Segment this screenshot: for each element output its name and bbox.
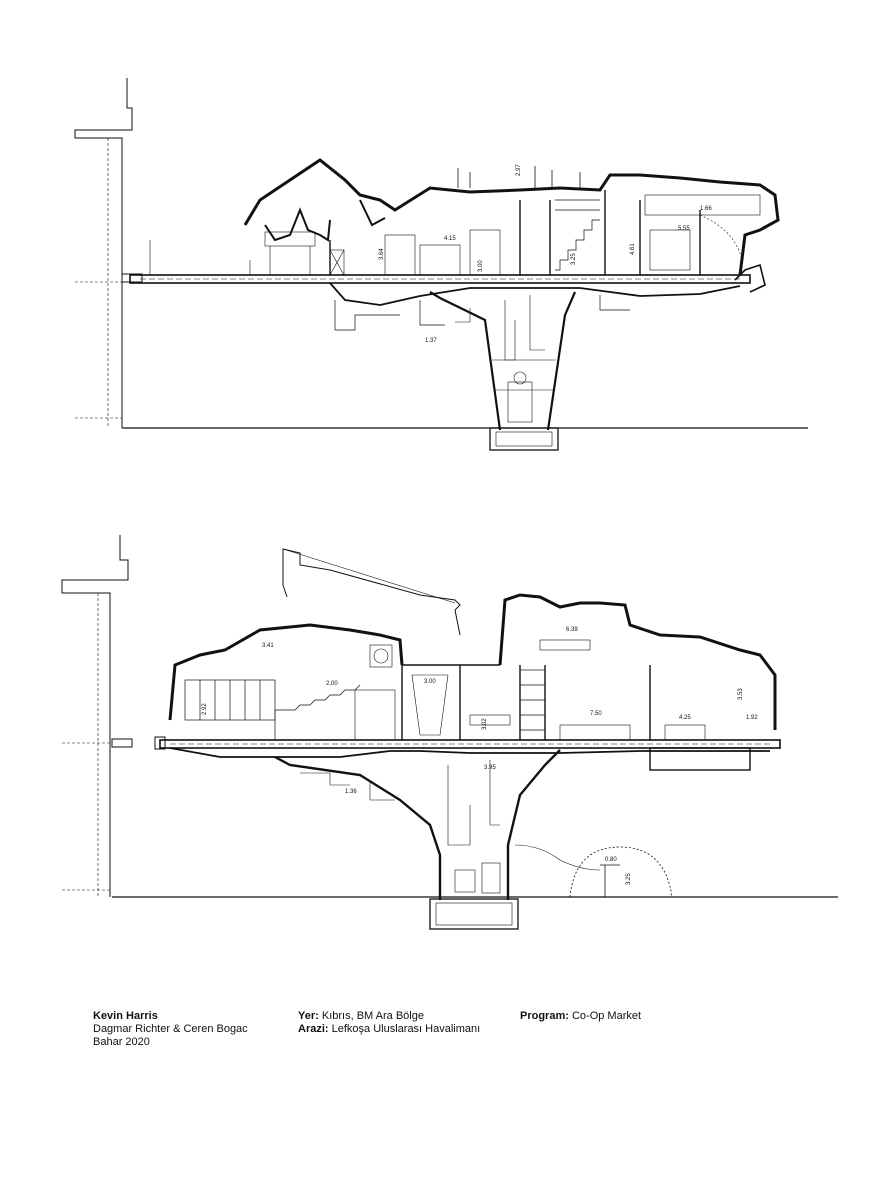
crane	[283, 549, 460, 635]
dim-label: 1.66	[700, 206, 712, 212]
instructors: Dagmar Richter & Ceren Bogac	[93, 1023, 248, 1035]
section-drawing-top	[0, 60, 869, 460]
dimension-labels-top	[379, 164, 712, 344]
program-value: Co-Op Market	[571, 1010, 642, 1022]
structural-stem	[275, 750, 560, 900]
dim-label: 3.95	[484, 765, 496, 771]
dim-label: 4.25	[679, 715, 691, 721]
dim-label: 4.61	[630, 243, 636, 255]
program-label: Program:	[520, 1010, 569, 1022]
dim-label: 5.55	[678, 226, 690, 232]
dim-label: 3.00	[424, 679, 436, 685]
site-label: Yer:	[298, 1010, 319, 1022]
dim-label: 0.80	[605, 857, 617, 863]
land-label: Arazi:	[298, 1023, 329, 1035]
dim-label: 4.15	[444, 236, 456, 242]
dim-label: 2.97	[516, 164, 522, 176]
foundation	[430, 899, 518, 929]
dim-label: 3.64	[379, 248, 385, 260]
dimension-labels-bottom	[202, 627, 758, 885]
dim-label: 1.92	[746, 715, 758, 721]
underbelly	[170, 748, 770, 757]
structural-stem	[430, 292, 575, 430]
dim-label: 3.00	[478, 260, 484, 272]
land-value: Lefkoşa Uluslarası Havalimanı	[331, 1023, 481, 1035]
garden-dome	[570, 847, 672, 897]
caption-program-block	[520, 1010, 641, 1023]
dim-label: 3.53	[738, 688, 744, 700]
dim-label: 1.36	[345, 789, 357, 795]
dim-label: 7.50	[590, 711, 602, 717]
dim-label: 3.25	[571, 253, 577, 265]
caption-site-block	[298, 1010, 480, 1036]
dim-label: 3.02	[482, 718, 488, 730]
underbelly	[330, 283, 740, 305]
dim-label: 2.92	[202, 703, 208, 715]
foundation	[490, 428, 558, 450]
adjacent-building-left	[75, 78, 132, 428]
dim-label: 3.25	[626, 873, 632, 885]
dim-label: 6.39	[566, 627, 578, 633]
dim-label: 1.37	[425, 338, 437, 344]
term: Bahar 2020	[93, 1036, 150, 1048]
adjacent-building-left	[62, 535, 128, 897]
roof-profile	[245, 160, 778, 275]
site-value: Kıbrıs, BM Ara Bölge	[321, 1010, 424, 1022]
author-name: Kevin Harris	[93, 1010, 158, 1022]
section-drawing-bottom	[0, 525, 869, 945]
caption-author-block	[93, 1010, 248, 1049]
dim-label: 2.00	[326, 681, 338, 687]
dim-label: 3.41	[262, 643, 274, 649]
